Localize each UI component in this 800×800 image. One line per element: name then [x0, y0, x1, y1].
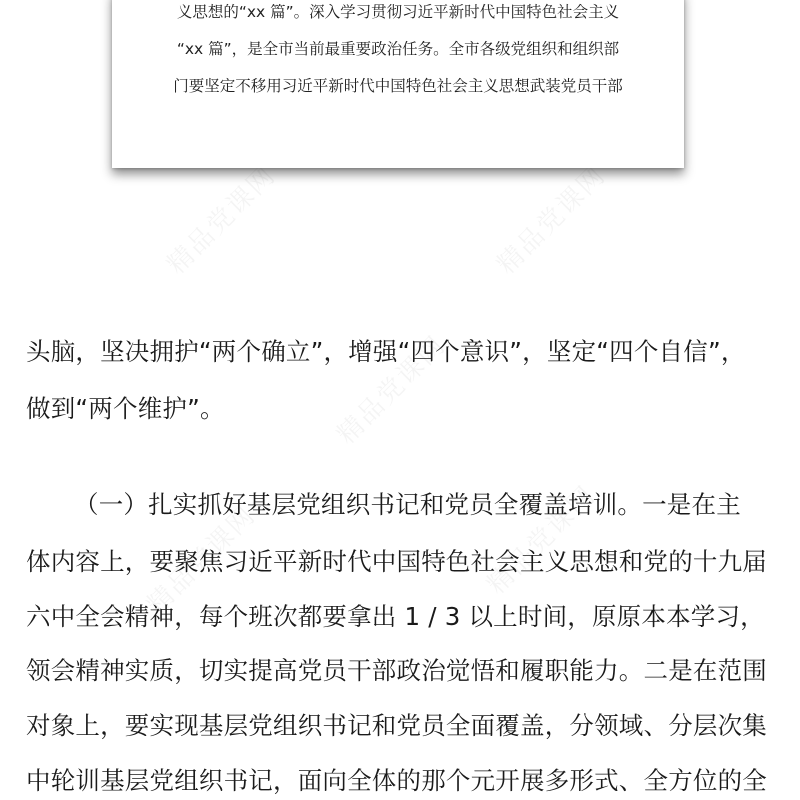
card-line: 门要坚定不移用习近平新时代中国特色社会主义思想武装党员干部: [173, 77, 623, 95]
watermark: [487, 156, 612, 281]
body-line: 头脑，坚决拥护“两个确立”，增强“四个意识”，坚定“四个自信”，: [26, 337, 746, 366]
body-line: （一）扎实抓好基层党组织书记和党员全覆盖培训。一是在主: [74, 490, 741, 519]
body-line: 做到“两个维护”。: [26, 394, 225, 423]
card-line: 义思想的“xx 篇”。深入学习贯彻习近平新时代中国特色社会主义: [176, 3, 620, 21]
body-line: 体内容上，要聚焦习近平新时代中国特色社会主义思想和党的十九届: [26, 547, 767, 576]
body-line: 领会精神实质，切实提高党员干部政治觉悟和履职能力。二是在范围: [26, 656, 767, 685]
excerpt-card: [112, 0, 684, 168]
watermark: [157, 156, 282, 281]
body-line: 中轮训基层党组织书记，面向全体的那个元开展多形式、全方位的全: [26, 766, 767, 795]
body-line: 六中全会精神，每个班次都要拿出 1 / 3 以上时间，原原本本学习，: [26, 602, 765, 631]
body-line: 对象上，要实现基层党组织书记和党员全面覆盖，分领域、分层次集: [26, 711, 767, 740]
card-line: “xx 篇”，是全市当前最重要政治任务。全市各级党组织和组织部: [176, 40, 620, 58]
